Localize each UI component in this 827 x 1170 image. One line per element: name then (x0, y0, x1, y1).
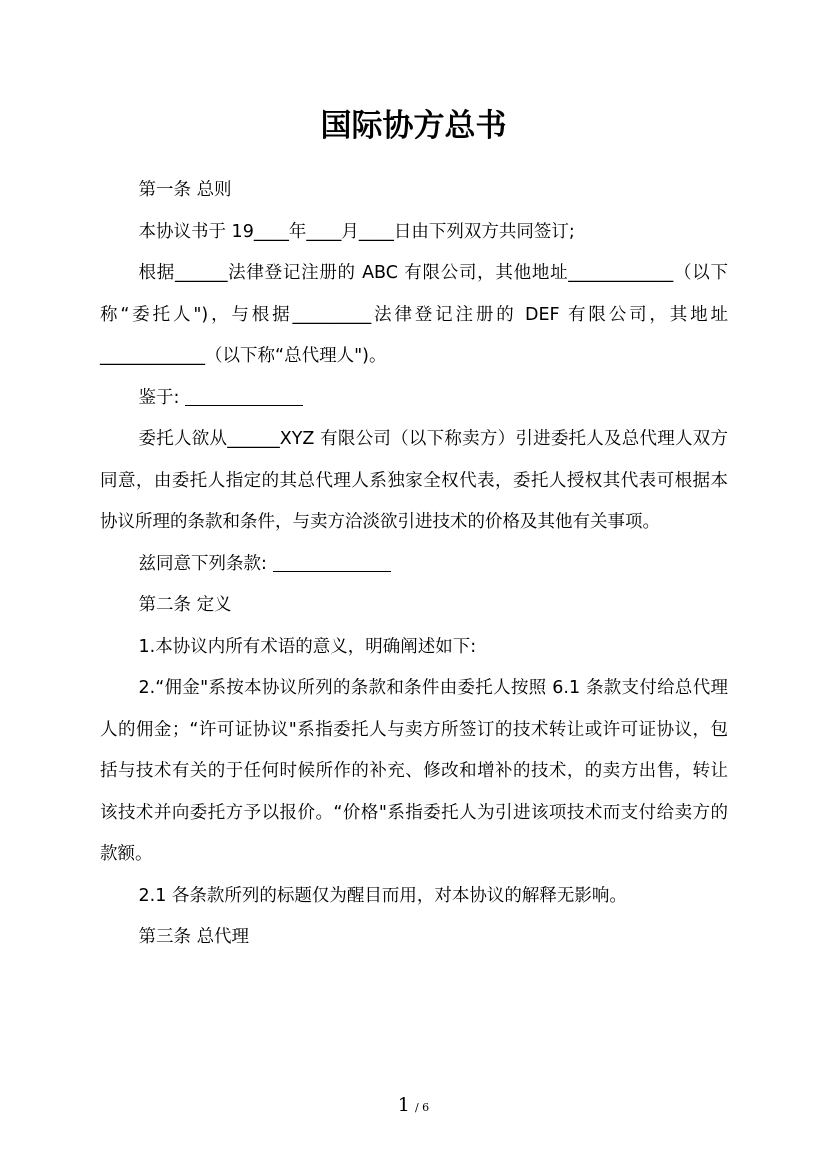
paragraph-agree-line (100, 544, 728, 586)
paragraph-definition-2: 2.“佣金"系按本协议所列的条款和条件由委托人按照 6.1 条款支付给总代理人的佣金；“许可证协议"系指委托人与卖方所签订的技术转让或许可证协议，包括与技术有关的于任何时候所作的补充、修改和增补的技术，的卖方出售，转让该技术并向委托方予以报价。“价格"系指委托人为引进该项技术而支付给卖方的款额。 (100, 678, 728, 864)
document-title: 国际协方总书 (320, 108, 507, 144)
section-heading-definitions: 第二条 定义 (138, 595, 232, 615)
paragraph-whereas-line (100, 378, 728, 420)
paragraph-whereas-body: 委托人欲从______XYZ 有限公司（以下称卖方）引进委托人及总代理人双方同意，由委托人指定的其总代理人系独家全权代表，委托人授权其代表可根据本协议所理的条款和条件，与卖方洽淡欲引进技术的价格及其他有关事项。 (100, 429, 728, 532)
blank-line (185, 386, 303, 405)
document-body (100, 170, 728, 959)
blank-line (273, 552, 391, 571)
paragraph-definition-1: 1.本协议内所有术语的意义，明确阐述如下: (138, 636, 477, 657)
agree-label: 兹同意下列条款: (138, 553, 267, 574)
section-heading-general-agent: 第三条 总代理 (138, 927, 250, 947)
paragraph-parties: 根据______法律登记注册的 ABC 有限公司，其他地址____________（以下称“委托人")，与根据_________法律登记注册的 DEF 有限公司，其地址____________（以下称“总代理人")。 (100, 263, 728, 366)
section-heading-general: 第一条 总则 (138, 180, 232, 200)
whereas-label: 鉴于: (138, 387, 180, 408)
paragraph-signing-date: 本协议书于 19____年____月____日由下列双方共同签订; (138, 221, 575, 242)
page-number (0, 1094, 827, 1116)
total-pages: / 6 (414, 1101, 430, 1114)
paragraph-definition-2-1: 2.1 各条款所列的标题仅为醒目而用，对本协议的解释无影响。 (138, 885, 627, 906)
current-page: 1 (397, 1094, 410, 1116)
